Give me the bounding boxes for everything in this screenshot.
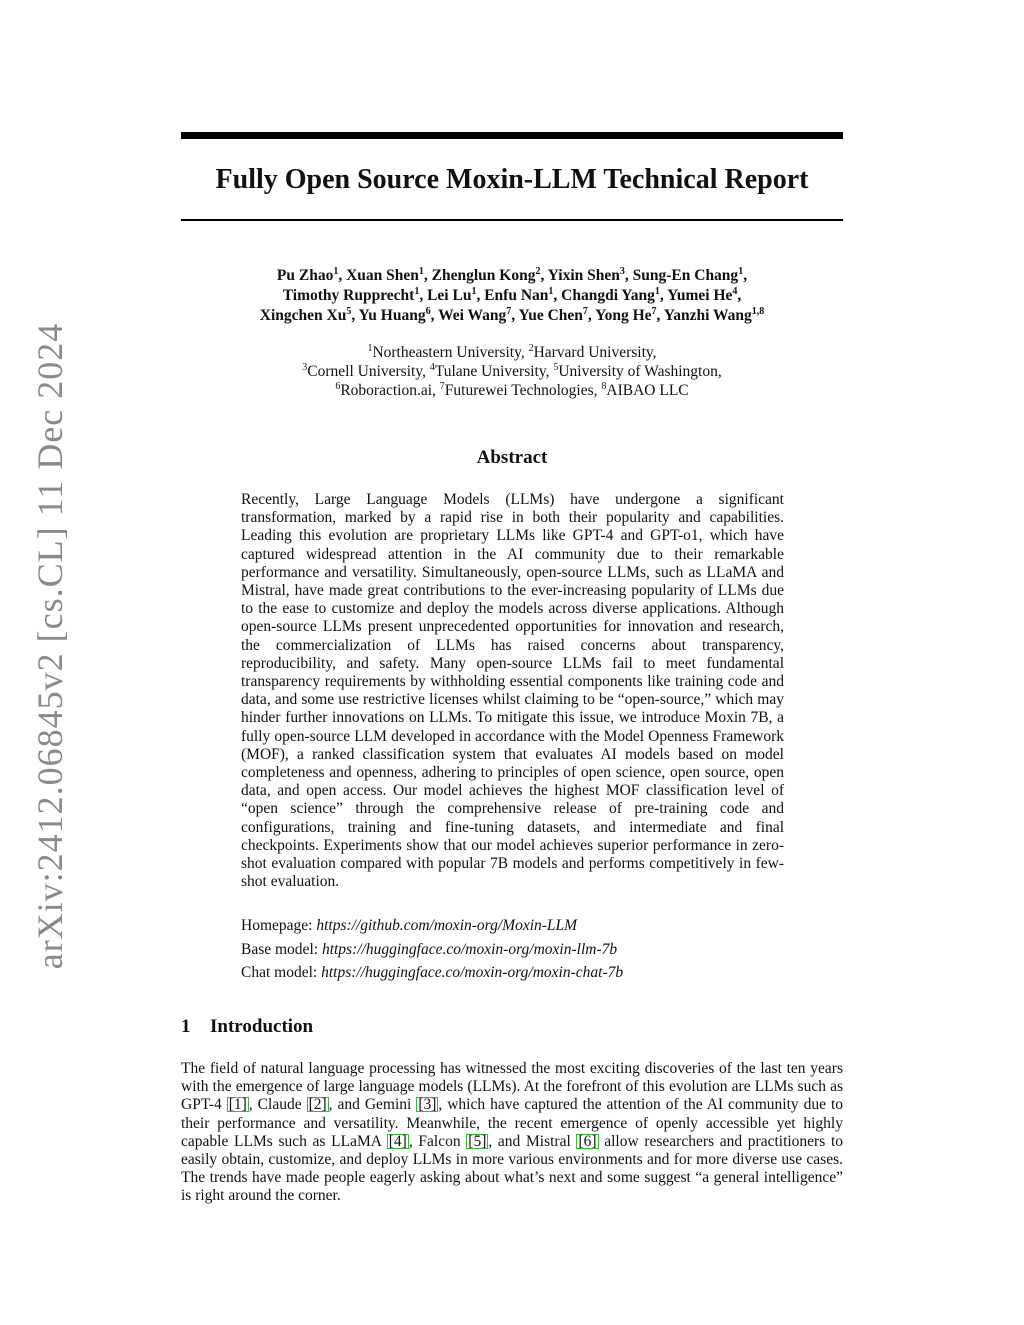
author: Yong He$^7$ [595,306,657,324]
citation-link[interactable]: [3] [418,1096,437,1114]
affiliation: $^7$Futurewei Technologies [439,381,594,399]
citation-link[interactable]: [2] [308,1096,327,1114]
citation-link[interactable]: [1] [228,1096,247,1114]
author: Yumei He$^4$ [667,286,738,304]
author-list: Pu Zhao$^1$, Xuan Shen$^1$, Zhenglun Kong$^2$, Yixin Shen$^3$, Sung-En Chang$^1$, Timothy Rupprecht$^1$, Lei Lu$^1$, Enfu Nan$^1$, Changdi Yang$^1$, Yumei He$^4$, Xingchen Xu$^5$, Yu Huang$^6$, Wei Wang$^7$, Yue Chen$^7$, Yong He$^7$, Yanzhi Wang$^{1,8}$ [259,266,765,324]
author: Yixin Shen$^3$ [547,266,625,284]
affiliation: $^1$Northeastern University [367,343,521,361]
homepage-label: Homepage: [241,917,313,934]
base-model-url[interactable]: https://huggingface.co/moxin-org/moxin-llm-7b [321,940,618,958]
title-top-rule [181,132,843,139]
author: Enfu Nan$^1$ [484,286,554,304]
author: Xingchen Xu$^5$ [259,306,352,324]
resource-links [241,914,801,985]
affiliation: $^5$University of Washington [553,362,718,380]
chat-model-label: Chat model: [241,964,318,981]
author: Timothy Rupprecht$^1$ [282,286,420,304]
author: Yanzhi Wang$^{1,8}$ [663,306,765,324]
author: Lei Lu$^1$ [427,286,477,304]
affiliation: $^8$AIBAO LLC [601,381,689,399]
chat-model-url[interactable]: https://huggingface.co/moxin-org/moxin-chat-7b [321,964,624,981]
author: Wei Wang$^7$ [438,306,512,324]
introduction-paragraph: The field of natural language processing has witnessed the most exciting discoveries of the last ten years with the emergence of large language models (LLMs). At the forefront of this evolution are LLMs such as GPT-4 [1] , Claude [2] , and Gemini [3] , which have captured the attention of the AI community due to their performance and versatility. Meanwhile, the recent emergence of openly accessible yet highly capable LLMs such as LLaMA [4] , Falcon [5] , and Mistral [6] allow researchers and practitioners to easily obtain, customize, and deploy LLMs in more various environments and for more diverse use cases. The trends have made people eagerly asking about what’s next and some suggest “a general intelligence” is right around the corner. [181,1060,844,1205]
author: Yu Huang$^6$ [358,306,431,324]
author: Pu Zhao$^1$ [276,266,339,284]
affiliation-list: $^1$Northeastern University, $^2$Harvard University, $^3$Cornell University, $^4$Tulane University, $^5$University of Washington, $^6$Roboraction.ai, $^7$Futurewei Technologies, $^8$AIBAO LLC [302,343,722,399]
section-title: Introduction [210,1016,314,1037]
homepage-url[interactable]: https://github.com/moxin-org/Moxin-LLM [316,917,578,934]
author: Xuan Shen$^1$ [346,266,424,284]
citation-link[interactable]: [6] [578,1132,597,1150]
affiliation: $^4$Tulane University [429,362,546,380]
citation-link[interactable]: [5] [468,1132,487,1150]
arxiv-identifier[interactable]: arXiv:2412.06845v2 [cs.CL] 11 Dec 2024 [30,322,70,970]
citation-link[interactable]: [4] [388,1132,407,1150]
abstract-text: Recently, Large Language Models (LLMs) have undergone a significant transformation, marked by a rapid rise in both their popularity and capabilities. Leading this evolution are proprietary LLMs like GPT-4 and GPT-o1, which have captured widespread attention in the AI community due to their remarkable performance and versatility. Simultaneously, open-source LLMs, such as LLaMA and Mistral, have made great contributions to the ever-increasing popularity of LLMs due to the ease to customize and deploy the models across diverse applications. Although open-source LLMs present unprecedented opportunities for innovation and research, the commercialization of LLMs has raised concerns about transparency, reproducibility, and safety. Many open-source LLMs fail to meet fundamental transparency requirements by withholding essential components like training code and data, and some use restrictive licenses whilst claiming to be “open-source,” which may hinder further innovations on LLMs. To mitigate this issue, we introduce Moxin 7B, a fully open-source LLM developed in accordance with the Model Openness Framework (MOF), a ranked classification system that evaluates AI models based on model completeness and openness, adhering to principles of open science, open source, open data, and open access. Our model achieves the highest MOF classification level of “open science” through the comprehensive release of pre-training code and configurations, training and fine-tuning datasets, and intermediate and final checkpoints. Experiments show that our model achieves superior performance in zero-shot evaluation compared with popular 7B models and performs competitively in few-shot evaluation. [241,491,784,891]
paper-title: Fully Open Source Moxin-LLM Technical Report [215,164,809,195]
affiliation: $^2$Harvard University [528,343,653,361]
author: Sung-En Chang$^1$ [632,266,744,284]
homepage-link-row [241,914,801,938]
base-model-label: Base model: [241,940,319,958]
section-number: 1 [181,1016,191,1037]
affiliation: $^6$Roboraction.ai [335,381,433,399]
chat-model-link-row [241,961,801,985]
base-model-link-row [241,938,801,962]
abstract-heading: Abstract [476,447,548,468]
author: Changdi Yang$^1$ [561,286,660,304]
section-heading-introduction [181,1016,843,1038]
author: Yue Chen$^7$ [518,306,588,324]
author: Zhenglun Kong$^2$ [431,266,541,284]
affiliation: $^3$Cornell University [302,362,423,380]
title-bottom-rule [181,219,843,221]
